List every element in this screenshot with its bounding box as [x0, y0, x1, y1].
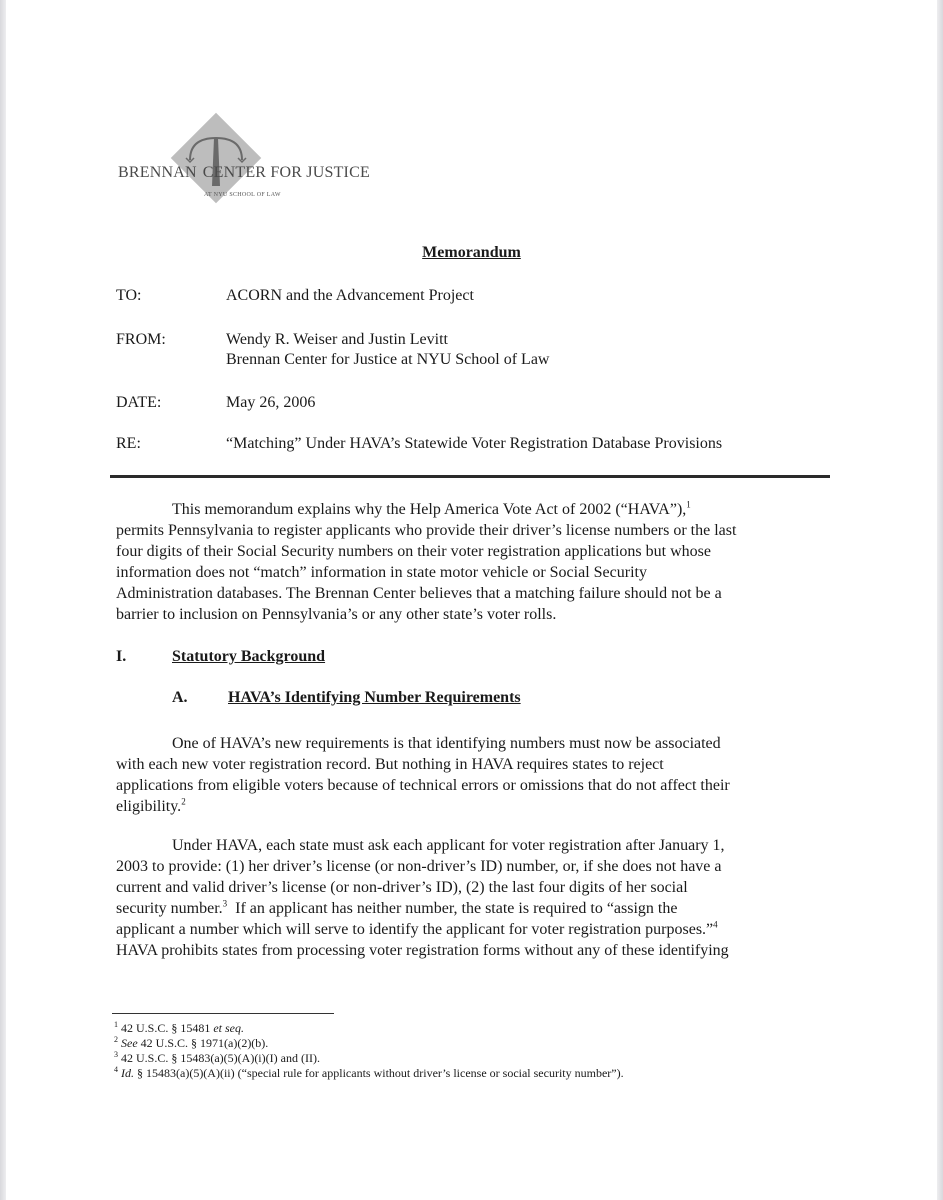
intro-line: four digits of their Social Security numbers on their voter registration applications but whose [116, 543, 711, 560]
para3-line [116, 835, 822, 856]
logo-wordmark [118, 164, 370, 182]
para2-line: applications from eligible voters because of technical errors or omissions that do not affect their [116, 777, 730, 794]
footnote-ref[interactable]: 3 [222, 898, 228, 909]
from-label: FROM: [116, 331, 166, 348]
footnote-text: 42 U.S.C. § 15483(a)(5)(A)(i)(I) and (II). [121, 1051, 320, 1065]
footnote-text: 42 U.S.C. § 1971(a)(2)(b). [137, 1036, 269, 1050]
footnote-3 [114, 1051, 320, 1066]
brennan-center-logo [118, 108, 378, 208]
date-value: May 26, 2006 [226, 394, 316, 411]
re-value: “Matching” Under HAVA’s Statewide Voter Registration Database Provisions [226, 435, 723, 452]
footnote-number: 3 [114, 1050, 118, 1059]
subsection-title: HAVA’s Identifying Number Requirements [228, 689, 521, 706]
footnote-text: § 15483(a)(5)(A)(ii) (“special rule for applicants without driver’s license or social security number”). [134, 1066, 624, 1080]
intro-line: information does not “match” information in state motor vehicle or Social Security [116, 564, 647, 581]
page-edge-right [937, 0, 943, 1200]
intro-line [116, 499, 822, 520]
para3-line [116, 919, 822, 940]
logo-subtitle: AT NYU SCHOOL OF LAW [204, 192, 281, 198]
paragraph-3 [116, 835, 822, 961]
footnote-4 [114, 1066, 624, 1081]
footnote-2 [114, 1036, 268, 1051]
logo-wordmark-right: CENTER FOR JUSTICE [202, 164, 370, 181]
to-label: TO: [116, 287, 142, 304]
logo-wordmark-left: BRENNAN [118, 164, 197, 181]
intro-line: barrier to inclusion on Pennsylvania’s or any other state’s voter rolls. [116, 606, 557, 623]
footnote-number: 2 [114, 1035, 118, 1044]
footnote-italic: et seq. [213, 1021, 244, 1035]
footnote-ref[interactable]: 4 [713, 919, 718, 930]
intro-line-text: This memorandum explains why the Help America Vote Act of 2002 (“HAVA”), [172, 501, 687, 518]
para2-line [116, 733, 822, 754]
para3-line-text: security number. [116, 900, 223, 917]
para3-line: 2003 to provide: (1) her driver’s license (or non-driver’s ID) number, or, if she does not have a [116, 858, 722, 875]
memo-title: Memorandum [422, 244, 521, 261]
para2-line: with each new voter registration record. But nothing in HAVA requires states to reject [116, 756, 664, 773]
header-divider [110, 475, 830, 478]
footnote-divider [112, 1013, 334, 1014]
section-number: I. [116, 648, 127, 665]
footnote-italic: See [121, 1036, 138, 1050]
footnote-italic: Id. [121, 1066, 134, 1080]
footnote-ref[interactable]: 1 [686, 499, 691, 510]
to-value: ACORN and the Advancement Project [226, 287, 474, 304]
footnote-number: 1 [114, 1020, 118, 1029]
re-label: RE: [116, 435, 141, 452]
intro-line: Administration databases. The Brennan Center believes that a matching failure should not be a [116, 585, 722, 602]
para2-line-text: One of HAVA’s new requirements is that identifying numbers must now be associated [172, 735, 721, 752]
paragraph-2 [116, 733, 822, 817]
para3-line [116, 898, 822, 919]
para3-line: HAVA prohibits states from processing voter registration forms without any of these identifying [116, 942, 729, 959]
date-label: DATE: [116, 394, 162, 411]
para3-line-text: Under HAVA, each state must ask each applicant for voter registration after January 1, [172, 837, 725, 854]
subsection-number: A. [172, 689, 188, 706]
from-value: Wendy R. Weiser and Justin Levitt [226, 331, 448, 348]
para3-line-text: applicant a number which will serve to identify the applicant for voter registration purposes.” [116, 921, 714, 938]
page-edge-left [0, 0, 6, 1200]
para3-line: current and valid driver’s license (or non-driver’s ID), (2) the last four digits of her social [116, 879, 688, 896]
footnote-text: 42 U.S.C. § 15481 [121, 1021, 214, 1035]
intro-paragraph [116, 499, 822, 625]
from-affiliation: Brennan Center for Justice at NYU School of Law [226, 351, 550, 368]
footnote-number: 4 [114, 1065, 118, 1074]
intro-line: permits Pennsylvania to register applicants who provide their driver’s license numbers or the last [116, 522, 737, 539]
footnote-1 [114, 1021, 244, 1036]
footnote-ref[interactable]: 2 [181, 796, 186, 807]
section-title: Statutory Background [172, 648, 326, 665]
para2-line [116, 796, 822, 817]
para2-line-text: eligibility. [116, 798, 182, 815]
para3-line-text: If an applicant has neither number, the state is required to “assign the [227, 900, 678, 917]
